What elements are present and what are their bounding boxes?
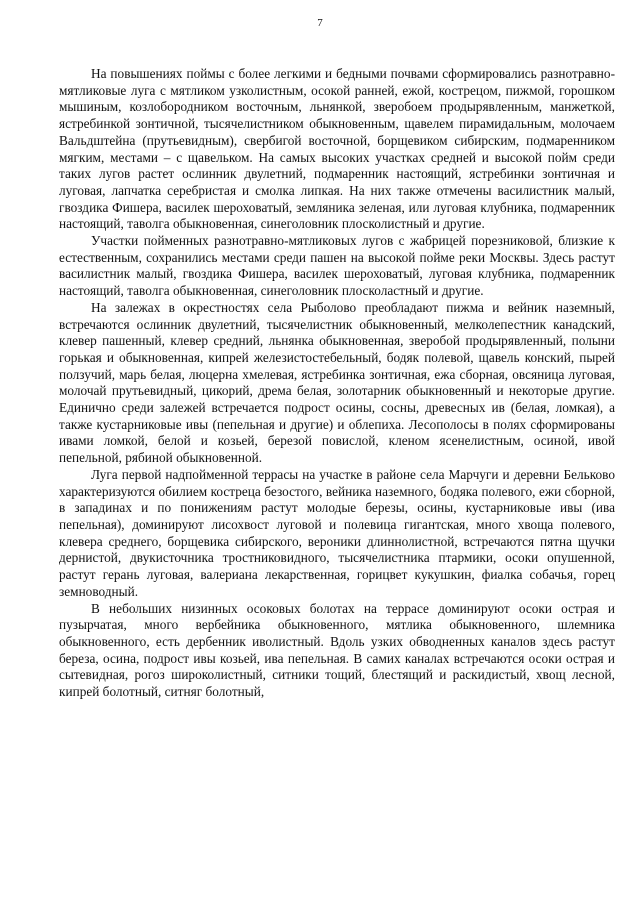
paragraph-floodplain-meadows: На повышениях поймы с более легкими и бедными почвами сформировались разнотравно-мятликовые луга с мятликом узколистным, осокой ранней, ежой, кострецом, пижмой, горошком мышиным, козлобородником восточным, льнянкой, зверобоем продырявленным, манжеткой, ястребинкой зонтичной, тысячелистником обыкновенным, щавелем пирамидальным, молочаем Вальдштейна (прутьевидным), свербигой восточной, борщевиком сибирским, подмаренником мягким, местами – с щавельком. На самых высоких участках средней и высокой пойм среди таких лугов растет ослинник двулетний, подмаренник настоящий, ястребинки зонтичная и луговая, лапчатка серебристая и смолка липкая. На них также отмечены василистник малый, гвоздика Фишера, василек шероховатый, земляника зеленая, или луговая клубника, подмаренник настоящий, таволга обыкновенная, синеголовник плосколистный и другие. (59, 66, 615, 232)
paragraph-terrace-meadows: Луга первой надпойменной террасы на участке в районе села Марчуги и деревни Бельково характеризуются обилием костреца безостого, вейника наземного, бодяка полевого, ежи сборной, в западинах и по понижениям растут молодые березы, осины, кустарниковые ивы (ива пепельная), доминируют лисохвост луговой и полевица гигантская, много хвоща полевого, клевера среднего, борщевика сибирского, вероники длиннолистной, встречаются пятна щучки дернистой, двукисточника тростниковидного, тысячелистника птармики, осоки опушенной, растут герань луговая, валериана лекарственная, горицвет кукушкин, фиалка собачья, горец земноводный. (59, 466, 615, 599)
paragraph-fallow-lands: На залежах в окрестностях села Рыболово преобладают пижма и вейник наземный, встречаются ослинник двулетний, тысячелистник обыкновенный, мелколепестник канадский, клевер пашенный, клевер средний, льнянка обыкновенная, зверобой продырявленный, полыни горькая и обыкновенная, кипрей железистостебельный, бодяк полевой, щавель конский, пырей ползучий, марь белая, люцерна хмелевая, ястребинка зонтичная, ежа сборная, овсяница луговая, молочай прутьевидный, цикорий, дрема белая, золотарник обыкновенный и некоторые другие. Единично среди залежей встречается подрост осины, сосны, древесных ив (белая, ломкая), а также кустарниковые ивы (пепельная и другие) и облепиха. Лесополосы в полях сформированы ивами ломкой, белой и козьей, березой повислой, кленом ясенелистным, осиной, ивой пепельной, рябиной обыкновенной. (59, 299, 615, 466)
body-text (59, 66, 615, 701)
paragraph-sedge-bogs: В небольших низинных осоковых болотах на террасе доминируют осоки острая и пузырчатая, много вербейника обыкновенного, мятлика обыкновенного, шлемника обыкновенного, есть дербенник иволистный. Вдоль узких обводненных каналов здесь растут береза, осина, подрост ивы козьей, ива пепельная. В самих каналах встречаются осоки острая и сытевидная, рогоз широколистный, ситники тощий, блестящий и раскидистый, хвощ лесной, кипрей болотный, ситняг болотный, (59, 600, 615, 700)
page-number: 7 (317, 17, 323, 29)
paragraph-natural-meadows: Участки пойменных разнотравно-мятликовых лугов с жабрицей порезниковой, близкие к естественным, сохранились местами среди пашен на высокой пойме реки Москвы. Здесь растут василистник малый, гвоздика Фишера, василек шероховатый, луговая клубника, подмаренник настоящий, таволга обыкновенная, синеголовник плосколастный и другие. (59, 233, 615, 299)
